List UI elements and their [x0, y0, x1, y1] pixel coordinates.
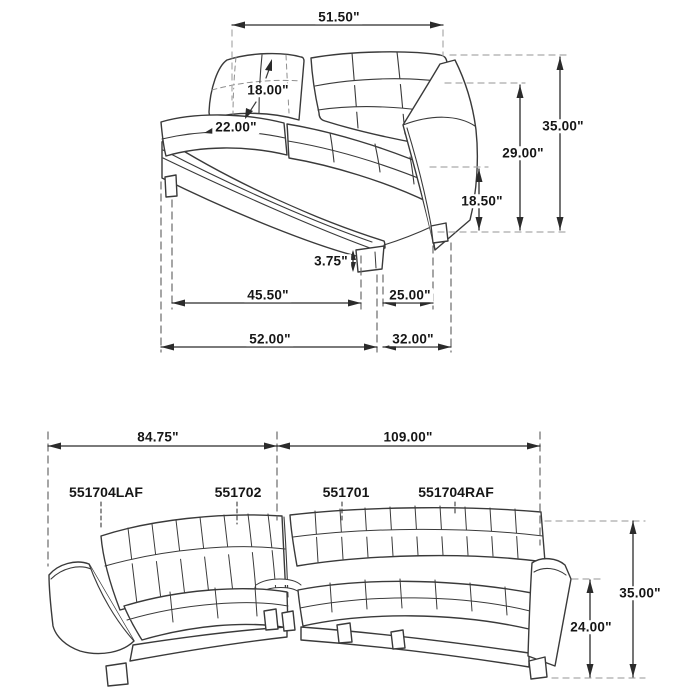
- part-label-551704laf: 551704LAF: [69, 484, 143, 500]
- dim-right-section-width-label: 109.00": [380, 430, 435, 444]
- dim-leg-height-label: 3.75": [311, 254, 351, 268]
- dim-seat-depth-label: 22.00": [212, 120, 259, 134]
- dim-back-cushion-label: 18.00": [244, 83, 291, 97]
- dim-overall-depth-label: 32.00": [389, 332, 436, 346]
- dim-back-width-label: 51.50": [315, 10, 362, 24]
- part-label-551702: 551702: [214, 484, 262, 500]
- dim-sectional-arm-label: 24.00": [567, 620, 614, 634]
- sectional-corner-leg-1: [264, 609, 278, 630]
- dim-arm-depth-label: 25.00": [386, 288, 433, 302]
- loveseat-center-foot: [356, 246, 384, 272]
- sectional-back-right: [290, 508, 545, 566]
- sectional-left-arm-foot: [106, 663, 128, 686]
- sectional-right-arm-foot: [529, 657, 547, 679]
- sectional-base-right: [301, 627, 529, 667]
- dim-sectional-height-label: 35.00": [616, 586, 663, 600]
- loveseat-extension-dashes: [161, 182, 451, 352]
- dim-overall-width-label: 52.00": [246, 332, 293, 346]
- dim-left-section-width-label: 84.75": [134, 430, 181, 444]
- sectional-right-leg-2: [391, 630, 405, 649]
- loveseat-drawing: [161, 52, 477, 272]
- dim-seat-height-label: 18.50": [458, 194, 505, 208]
- loveseat-front-left-leg: [165, 175, 177, 197]
- dim-seat-width-label: 45.50": [244, 288, 291, 302]
- dim-arm-height-label: 29.00": [499, 146, 546, 160]
- loveseat-right-leg: [431, 223, 448, 243]
- dim-overall-height-label: 35.00": [539, 119, 586, 133]
- part-label-551704raf: 551704RAF: [418, 484, 494, 500]
- sectional-corner-leg-2: [282, 611, 295, 631]
- part-label-551701: 551701: [322, 484, 370, 500]
- sectional-drawing: [49, 506, 571, 686]
- sectional-right-leg-1: [337, 623, 352, 643]
